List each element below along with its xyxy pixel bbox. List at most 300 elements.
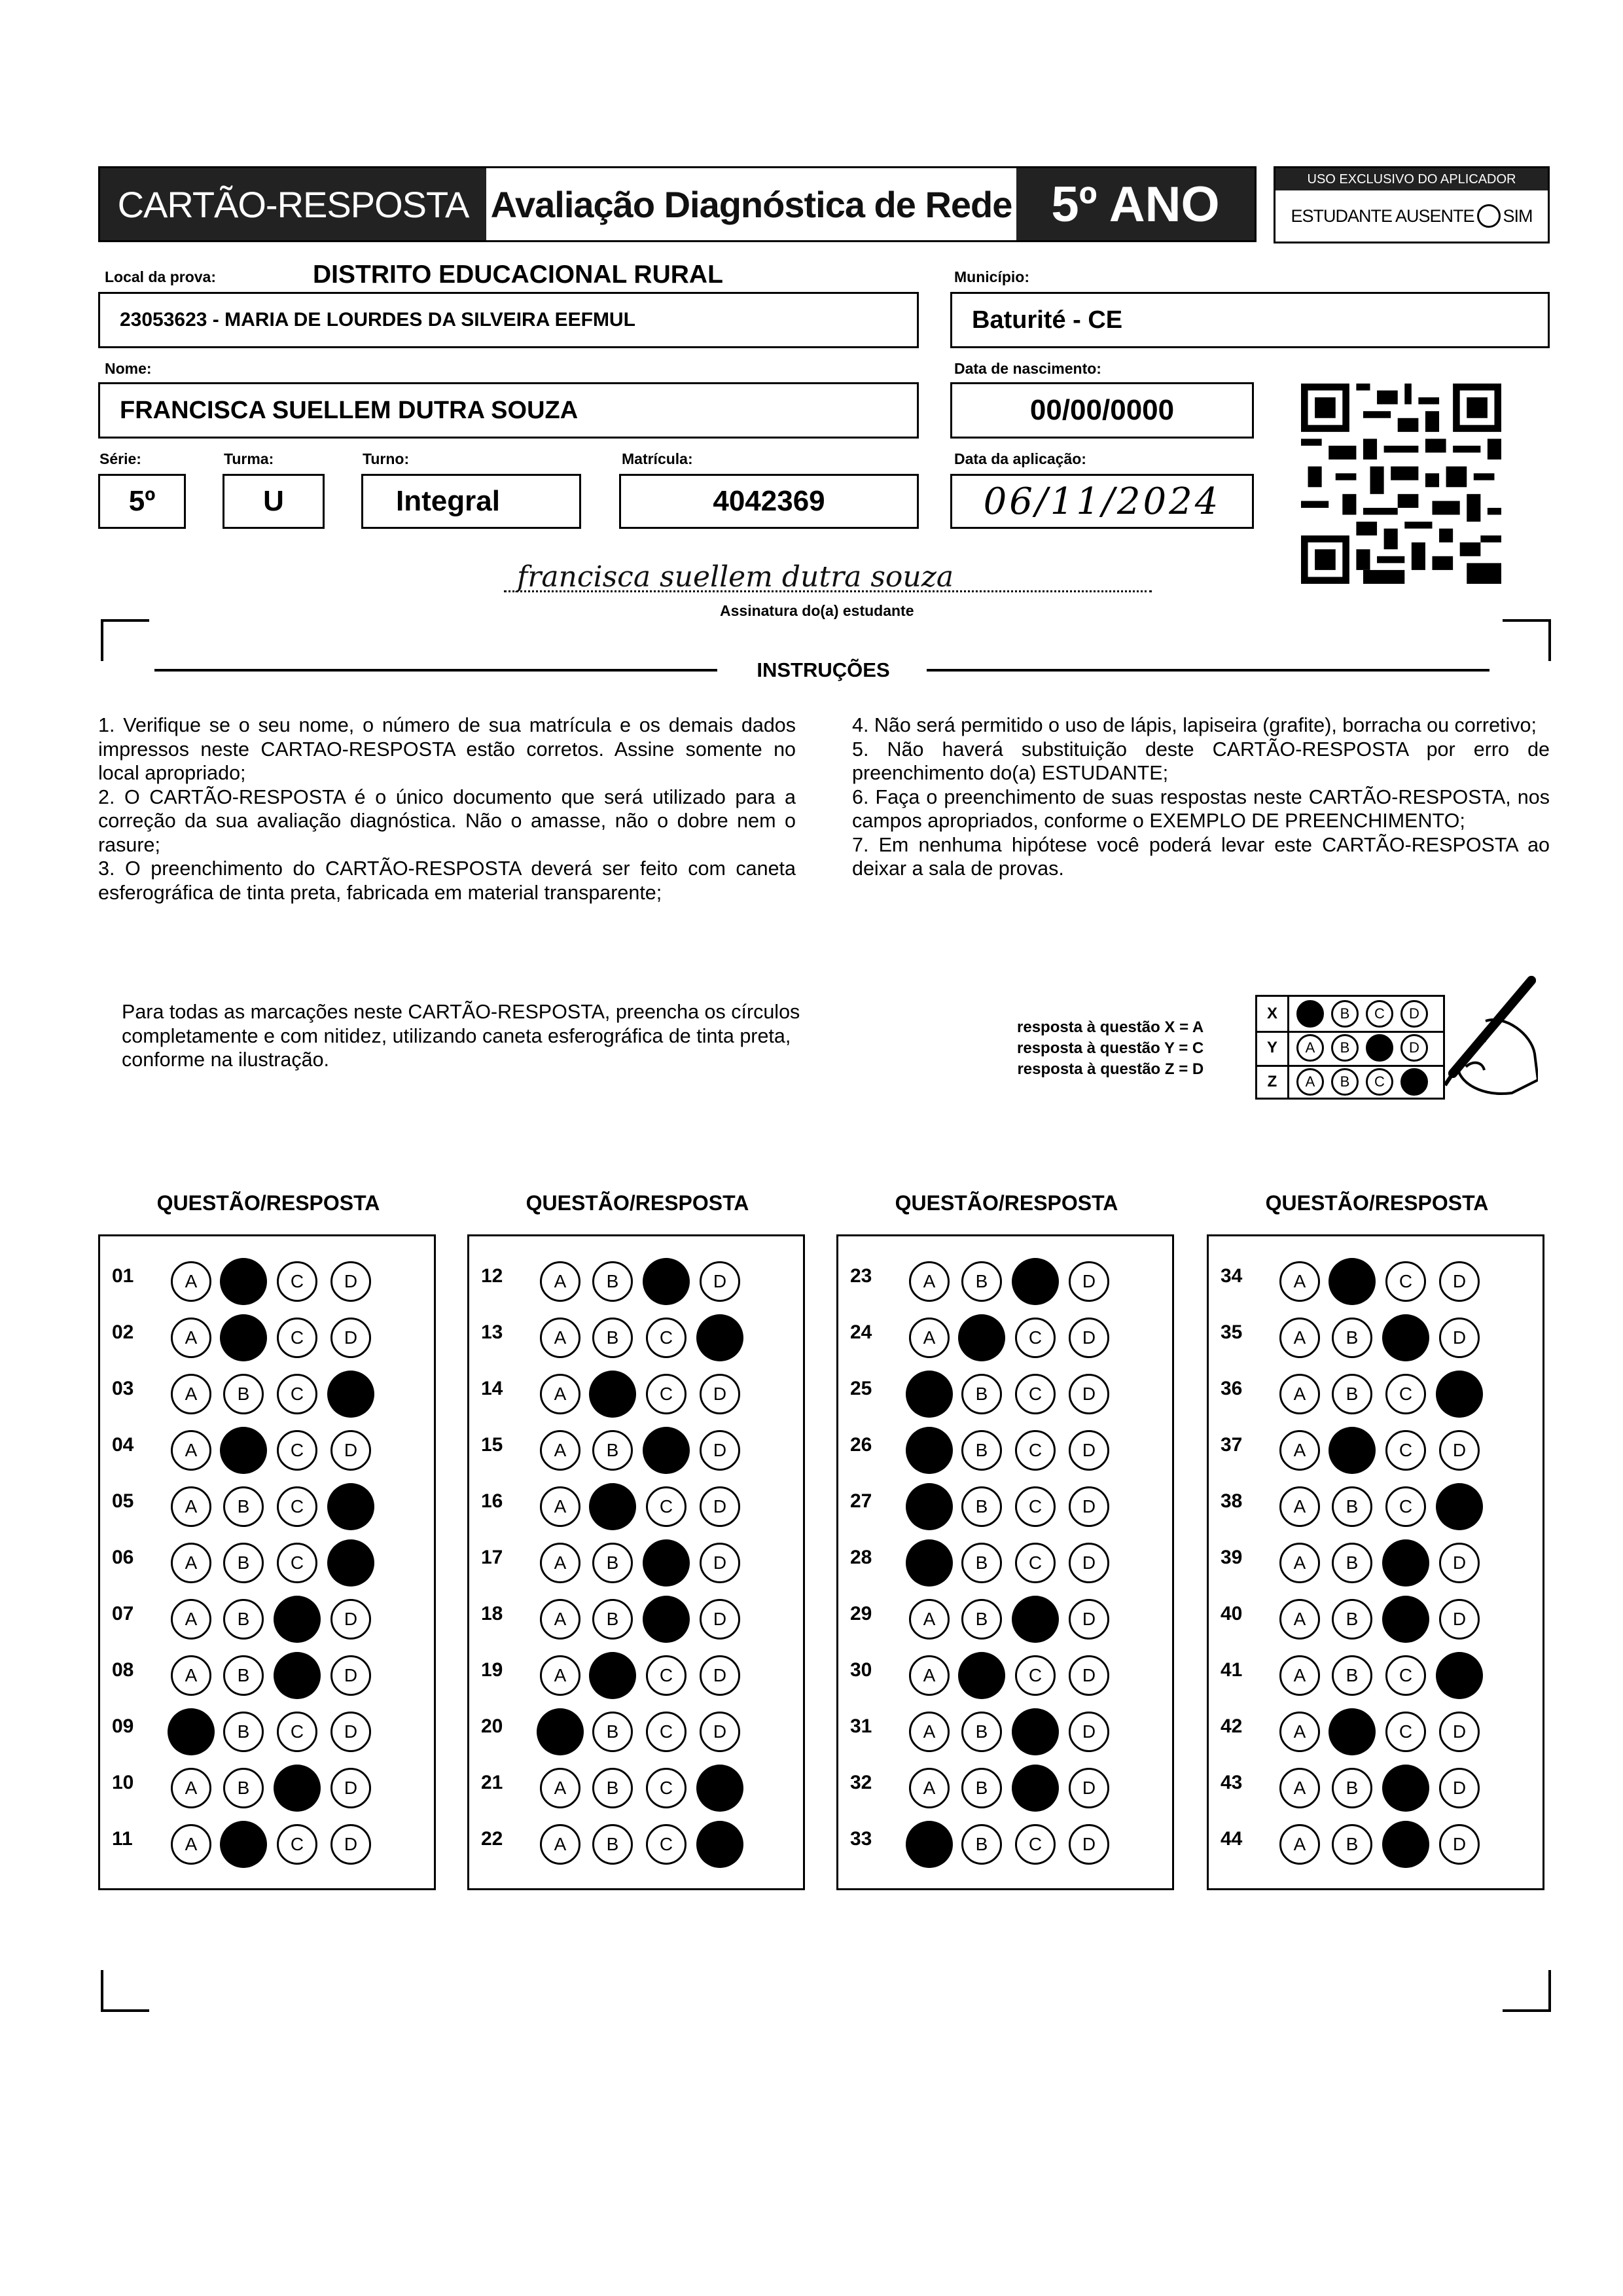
answer-bubble-c[interactable]: C	[277, 1543, 317, 1583]
example-bubble: D	[1400, 1034, 1428, 1062]
answer-bubble-c[interactable]: C	[1015, 1430, 1056, 1471]
answer-bubble-b[interactable]	[220, 1314, 267, 1361]
instruction-7: 7. Em nenhuma hipótese você poderá levar este CARTÃO-RESPOSTA ao deixar a sala de provas.	[852, 833, 1550, 880]
question-row	[100, 1643, 434, 1700]
answer-bubble-a[interactable]	[168, 1708, 215, 1755]
answer-bubble-b[interactable]	[1329, 1708, 1376, 1755]
answer-bubble-c[interactable]	[1382, 1765, 1429, 1812]
instruction-4: 4. Não será permitido o uso de lápis, lapiseira (grafite), borracha ou corretivo;	[852, 714, 1537, 736]
answer-bubble-b[interactable]: B	[1332, 1655, 1372, 1696]
answer-bubble-b[interactable]: B	[592, 1430, 633, 1471]
answer-bubble-c[interactable]: C	[277, 1318, 317, 1358]
answer-bubble-d[interactable]: D	[1069, 1712, 1109, 1752]
question-row	[838, 1249, 1172, 1306]
question-number: 21	[481, 1772, 503, 1793]
question-number: 33	[850, 1828, 872, 1850]
answer-bubble-b[interactable]: B	[961, 1712, 1002, 1752]
question-number: 39	[1221, 1547, 1243, 1568]
header-bar	[98, 166, 1257, 242]
question-number: 32	[850, 1772, 872, 1793]
answer-bubble-b[interactable]: B	[961, 1374, 1002, 1414]
answer-bubble-a[interactable]: A	[540, 1768, 580, 1808]
question-number: 12	[481, 1265, 503, 1287]
answer-bubble-a[interactable]: A	[1279, 1768, 1320, 1808]
question-number: 30	[850, 1659, 872, 1681]
answer-bubble-c[interactable]: C	[1385, 1712, 1426, 1752]
example-bubble: B	[1331, 1000, 1359, 1028]
example-row-key: Y	[1257, 1031, 1289, 1065]
answer-bubble-c[interactable]: C	[1015, 1824, 1056, 1865]
example-legend	[1017, 1017, 1204, 1080]
answer-bubble-a[interactable]: A	[1279, 1712, 1320, 1752]
answer-bubble-d[interactable]: D	[700, 1655, 740, 1696]
question-row	[469, 1812, 803, 1869]
answer-bubble-c[interactable]: C	[1385, 1655, 1426, 1696]
question-row	[100, 1531, 434, 1587]
answer-bubble-d[interactable]	[327, 1371, 374, 1418]
corner-mark-bottom-right	[1503, 1970, 1551, 2012]
instructions-left	[98, 713, 796, 905]
signature-line	[504, 590, 1152, 592]
question-row	[469, 1643, 803, 1700]
answer-bubble-c[interactable]: C	[646, 1318, 687, 1358]
question-column	[467, 1234, 805, 1890]
question-row	[838, 1475, 1172, 1531]
answer-bubble-c[interactable]	[1012, 1258, 1059, 1305]
answer-bubble-c[interactable]	[643, 1258, 690, 1305]
answer-bubble-a[interactable]: A	[171, 1261, 211, 1302]
answer-bubble-d[interactable]: D	[1439, 1318, 1480, 1358]
name-value: FRANCISCA SUELLEM DUTRA SOUZA	[120, 396, 579, 424]
answer-bubble-a[interactable]: A	[1279, 1486, 1320, 1527]
answer-bubble-b[interactable]: B	[223, 1543, 264, 1583]
question-row	[469, 1418, 803, 1475]
question-number: 24	[850, 1321, 872, 1343]
answer-bubble-d[interactable]: D	[1069, 1543, 1109, 1583]
answer-bubble-d[interactable]: D	[1069, 1599, 1109, 1640]
answer-bubble-a[interactable]: A	[171, 1824, 211, 1865]
answer-bubble-b[interactable]: B	[592, 1543, 633, 1583]
answer-bubble-b[interactable]: B	[1332, 1486, 1372, 1527]
question-row	[469, 1306, 803, 1362]
question-row	[838, 1812, 1172, 1869]
answer-bubble-a[interactable]: A	[909, 1712, 950, 1752]
answer-bubble-a[interactable]: A	[171, 1543, 211, 1583]
example-legend-z: resposta à questão Z = D	[1017, 1060, 1204, 1078]
answer-bubble-b[interactable]: B	[1332, 1824, 1372, 1865]
answer-bubble-d[interactable]: D	[1439, 1824, 1480, 1865]
answer-bubble-d[interactable]: D	[330, 1655, 371, 1696]
answer-bubble-b[interactable]: B	[961, 1261, 1002, 1302]
question-row	[100, 1418, 434, 1475]
signature-label: Assinatura do(a) estudante	[720, 602, 914, 619]
instructions-rule-left	[154, 669, 717, 672]
example-bubble	[1366, 1034, 1393, 1062]
answer-bubble-c[interactable]: C	[646, 1655, 687, 1696]
answer-bubble-c[interactable]: C	[277, 1261, 317, 1302]
answer-bubble-c[interactable]	[643, 1539, 690, 1587]
answer-bubble-d[interactable]: D	[330, 1430, 371, 1471]
applicator-label: USO EXCLUSIVO DO APLICADOR	[1275, 168, 1548, 190]
question-row	[469, 1700, 803, 1756]
question-number: 31	[850, 1715, 872, 1737]
answer-bubble-b[interactable]: B	[1332, 1543, 1372, 1583]
answer-bubble-c[interactable]	[1382, 1539, 1429, 1587]
answer-bubble-d[interactable]: D	[330, 1599, 371, 1640]
question-column	[836, 1234, 1174, 1890]
answer-bubble-b[interactable]: B	[223, 1712, 264, 1752]
question-number: 11	[112, 1828, 133, 1850]
answer-bubble-a[interactable]	[906, 1539, 953, 1587]
answer-bubble-a[interactable]	[906, 1483, 953, 1530]
answer-bubble-d[interactable]: D	[700, 1486, 740, 1527]
answer-bubble-d[interactable]: D	[700, 1599, 740, 1640]
applicator-box	[1274, 166, 1550, 243]
answer-bubble-c[interactable]: C	[277, 1486, 317, 1527]
birthdate-value: 00/00/0000	[1029, 394, 1175, 426]
question-row	[469, 1587, 803, 1643]
answer-bubble-b[interactable]	[220, 1427, 267, 1474]
answer-bubble-b[interactable]: B	[223, 1599, 264, 1640]
application-date-label: Data da aplicação:	[954, 450, 1086, 467]
answer-bubble-a[interactable]: A	[540, 1543, 580, 1583]
turno-label: Turno:	[363, 450, 410, 467]
question-number: 16	[481, 1490, 503, 1512]
answer-bubble-c[interactable]: C	[1385, 1486, 1426, 1527]
answer-bubble-b[interactable]: B	[592, 1712, 633, 1752]
answer-bubble-c[interactable]	[274, 1596, 321, 1643]
answer-bubble-c[interactable]	[643, 1427, 690, 1474]
answer-bubble-b[interactable]	[1329, 1427, 1376, 1474]
answer-bubble-c[interactable]: C	[646, 1824, 687, 1865]
instructions-right	[852, 713, 1550, 881]
answer-bubble-a[interactable]: A	[1279, 1824, 1320, 1865]
question-number: 41	[1221, 1659, 1243, 1681]
answer-bubble-a[interactable]: A	[540, 1374, 580, 1414]
answer-bubble-c[interactable]	[1382, 1821, 1429, 1868]
answer-bubble-b[interactable]: B	[1332, 1599, 1372, 1640]
answer-bubble-c[interactable]: C	[1015, 1655, 1056, 1696]
answer-bubble-c[interactable]	[643, 1596, 690, 1643]
answer-bubble-c[interactable]	[1012, 1708, 1059, 1755]
answer-bubble-a[interactable]: A	[1279, 1318, 1320, 1358]
school-field	[98, 292, 919, 348]
answer-bubble-b[interactable]: B	[223, 1486, 264, 1527]
answer-bubble-c[interactable]: C	[646, 1768, 687, 1808]
question-row	[469, 1475, 803, 1531]
answer-bubble-a[interactable]: A	[1279, 1543, 1320, 1583]
answer-bubble-a[interactable]: A	[1279, 1261, 1320, 1302]
local-value: DISTRITO EDUCACIONAL RURAL	[313, 260, 723, 289]
answer-bubble-d[interactable]: D	[1439, 1712, 1480, 1752]
answer-bubble-d[interactable]	[696, 1821, 743, 1868]
question-number: 01	[112, 1265, 134, 1287]
instruction-5: 5. Não haverá substituição deste CARTÃO-RESPOSTA por erro de preenchimento do(a) ESTUDANTE;	[852, 738, 1550, 784]
answer-bubble-c[interactable]	[1012, 1596, 1059, 1643]
answer-bubble-a[interactable]: A	[171, 1599, 211, 1640]
answer-bubble-d[interactable]: D	[1439, 1768, 1480, 1808]
answer-bubble-c[interactable]: C	[646, 1712, 687, 1752]
answer-bubble-a[interactable]: A	[540, 1261, 580, 1302]
answer-bubble-c[interactable]: C	[646, 1486, 687, 1527]
answer-bubble-a[interactable]	[906, 1821, 953, 1868]
question-row	[100, 1249, 434, 1306]
question-row	[469, 1756, 803, 1812]
question-number: 34	[1221, 1265, 1243, 1287]
example-legend-y: resposta à questão Y = C	[1017, 1039, 1204, 1057]
answer-bubble-b[interactable]: B	[592, 1318, 633, 1358]
question-number: 20	[481, 1715, 503, 1737]
instruction-2: 2. O CARTÃO-RESPOSTA é o único documento que será utilizado para a correção da sua avaliação diagnóstica. Não o amasse, não o dobre nem o rasure;	[98, 785, 796, 856]
answer-bubble-c[interactable]: C	[1385, 1261, 1426, 1302]
answer-bubble-a[interactable]: A	[540, 1318, 580, 1358]
answer-bubble-d[interactable]: D	[700, 1543, 740, 1583]
answer-bubble-a[interactable]: A	[171, 1430, 211, 1471]
question-number: 44	[1221, 1828, 1243, 1850]
answer-bubble-d[interactable]	[327, 1539, 374, 1587]
matricula-value: 4042369	[713, 485, 825, 517]
answer-bubble-c[interactable]: C	[277, 1430, 317, 1471]
instruction-6: 6. Faça o preenchimento de suas respostas neste CARTÃO-RESPOSTA, nos campos apropriados, conforme o EXEMPLO DE PREENCHIMENTO;	[852, 785, 1550, 832]
question-row	[838, 1587, 1172, 1643]
answer-bubble-c[interactable]: C	[646, 1374, 687, 1414]
answer-bubble-a[interactable]: A	[909, 1768, 950, 1808]
answer-bubble-c[interactable]: C	[1015, 1318, 1056, 1358]
example-bubble: B	[1331, 1068, 1359, 1096]
question-row	[838, 1643, 1172, 1700]
question-row	[1209, 1475, 1543, 1531]
answer-bubble-c[interactable]: C	[277, 1712, 317, 1752]
answer-bubble-b[interactable]: B	[1332, 1374, 1372, 1414]
corner-mark-top-right	[1503, 619, 1551, 661]
answer-bubble-b[interactable]	[958, 1314, 1005, 1361]
answer-bubble-b[interactable]	[958, 1652, 1005, 1699]
question-row	[838, 1700, 1172, 1756]
answer-bubble-a[interactable]: A	[540, 1599, 580, 1640]
answer-bubble-d[interactable]: D	[330, 1768, 371, 1808]
answer-bubble-a[interactable]: A	[540, 1655, 580, 1696]
answer-bubble-a[interactable]: A	[1279, 1374, 1320, 1414]
example-text: Para todas as marcações neste CARTÃO-RESPOSTA, preencha os círculos completamente e com nitidez, utilizando caneta esferográfica de tinta preta, conforme na ilustração.	[122, 1001, 800, 1071]
answer-bubble-b[interactable]: B	[961, 1486, 1002, 1527]
answer-bubble-b[interactable]: B	[223, 1655, 264, 1696]
answer-bubble-b[interactable]: B	[592, 1599, 633, 1640]
answer-bubble-a[interactable]	[906, 1371, 953, 1418]
question-number: 42	[1221, 1715, 1243, 1737]
answer-bubble-b[interactable]: B	[223, 1374, 264, 1414]
question-number: 19	[481, 1659, 503, 1681]
answer-bubble-d[interactable]: D	[1439, 1430, 1480, 1471]
answer-bubble-d[interactable]: D	[700, 1374, 740, 1414]
answer-bubble-b[interactable]	[589, 1652, 636, 1699]
answer-bubble-c[interactable]	[1382, 1314, 1429, 1361]
answer-bubble-a[interactable]: A	[909, 1655, 950, 1696]
example-bubble: D	[1400, 1000, 1428, 1028]
answer-bubble-c[interactable]: C	[1385, 1430, 1426, 1471]
question-number: 37	[1221, 1434, 1243, 1456]
answer-bubble-a[interactable]	[537, 1708, 584, 1755]
answer-bubble-d[interactable]: D	[1069, 1824, 1109, 1865]
answer-bubble-d[interactable]: D	[330, 1712, 371, 1752]
corner-mark-bottom-left	[101, 1970, 149, 2012]
question-row	[100, 1306, 434, 1362]
answer-bubble-b[interactable]	[220, 1258, 267, 1305]
answer-bubble-c[interactable]: C	[1015, 1543, 1056, 1583]
instructions-rule-right	[927, 669, 1489, 672]
matricula-field	[619, 474, 919, 529]
turma-field	[223, 474, 325, 529]
answer-bubble-d[interactable]	[1436, 1371, 1483, 1418]
question-number: 02	[112, 1321, 134, 1343]
matricula-label: Matrícula:	[622, 450, 693, 467]
answer-bubble-d[interactable]: D	[700, 1430, 740, 1471]
question-row	[838, 1756, 1172, 1812]
answer-bubble-b[interactable]	[589, 1483, 636, 1530]
answer-bubble-a[interactable]: A	[540, 1486, 580, 1527]
answer-bubble-d[interactable]: D	[1069, 1318, 1109, 1358]
answer-bubble-d[interactable]: D	[1439, 1261, 1480, 1302]
answer-bubble-d[interactable]: D	[700, 1261, 740, 1302]
absent-yes-label: SIM	[1503, 206, 1533, 226]
answer-bubble-d[interactable]: D	[1069, 1655, 1109, 1696]
example-legend-x: resposta à questão X = A	[1017, 1018, 1204, 1036]
local-label: Local da prova:	[105, 268, 216, 285]
municipio-value: Baturité - CE	[972, 306, 1123, 334]
answer-bubble-b[interactable]: B	[961, 1824, 1002, 1865]
question-row	[100, 1756, 434, 1812]
answer-bubble-a[interactable]: A	[1279, 1599, 1320, 1640]
answer-bubble-c[interactable]: C	[1015, 1486, 1056, 1527]
answer-bubble-d[interactable]: D	[330, 1318, 371, 1358]
question-number: 06	[112, 1547, 134, 1568]
exam-title: Avaliação Diagnóstica de Rede	[486, 168, 1016, 240]
absent-checkbox[interactable]	[1477, 204, 1501, 228]
answer-bubble-a[interactable]: A	[540, 1430, 580, 1471]
question-number: 07	[112, 1603, 134, 1624]
question-number: 09	[112, 1715, 134, 1737]
answer-bubble-d[interactable]	[696, 1765, 743, 1812]
question-row	[838, 1306, 1172, 1362]
pen-hand-icon	[1407, 975, 1538, 1106]
answer-bubble-a[interactable]	[906, 1427, 953, 1474]
instructions-title: INSTRUÇÕES	[757, 658, 890, 681]
answer-bubble-d[interactable]: D	[700, 1712, 740, 1752]
question-row	[1209, 1249, 1543, 1306]
answer-bubble-b[interactable]	[589, 1371, 636, 1418]
serie-field	[98, 474, 186, 529]
question-row	[1209, 1418, 1543, 1475]
question-number: 35	[1221, 1321, 1243, 1343]
question-number: 38	[1221, 1490, 1243, 1512]
answer-bubble-d[interactable]: D	[1069, 1261, 1109, 1302]
question-number: 15	[481, 1434, 503, 1456]
question-number: 27	[850, 1490, 872, 1512]
question-row	[100, 1475, 434, 1531]
answer-bubble-b[interactable]: B	[961, 1430, 1002, 1471]
answer-bubble-d[interactable]	[1436, 1483, 1483, 1530]
question-column-header: QUESTÃO/RESPOSTA	[156, 1191, 380, 1215]
application-date-field	[950, 474, 1254, 529]
answer-bubble-d[interactable]: D	[1069, 1374, 1109, 1414]
question-row	[838, 1531, 1172, 1587]
answer-bubble-c[interactable]: C	[1385, 1374, 1426, 1414]
municipio-field	[950, 292, 1550, 348]
student-signature: francisca suellem dutra souza	[517, 560, 954, 594]
answer-bubble-a[interactable]: A	[909, 1261, 950, 1302]
question-row	[1209, 1587, 1543, 1643]
answer-bubble-b[interactable]: B	[1332, 1768, 1372, 1808]
serie-label: Série:	[99, 450, 141, 467]
answer-bubble-b[interactable]: B	[592, 1824, 633, 1865]
answer-bubble-d[interactable]	[327, 1483, 374, 1530]
answer-bubble-b[interactable]: B	[223, 1768, 264, 1808]
answer-bubble-a[interactable]: A	[171, 1486, 211, 1527]
answer-bubble-a[interactable]: A	[171, 1374, 211, 1414]
answer-bubble-c[interactable]: C	[277, 1824, 317, 1865]
answer-bubble-a[interactable]: A	[909, 1599, 950, 1640]
answer-bubble-a[interactable]: A	[540, 1824, 580, 1865]
question-row	[1209, 1756, 1543, 1812]
answer-bubble-d[interactable]: D	[1069, 1768, 1109, 1808]
answer-bubble-d[interactable]: D	[330, 1824, 371, 1865]
answer-bubble-d[interactable]: D	[1439, 1543, 1480, 1583]
answer-bubble-d[interactable]: D	[1069, 1486, 1109, 1527]
question-row	[469, 1362, 803, 1418]
example-bubble: A	[1296, 1034, 1324, 1062]
answer-bubble-d[interactable]: D	[1069, 1430, 1109, 1471]
question-number: 40	[1221, 1603, 1243, 1624]
question-number: 10	[112, 1772, 134, 1793]
answer-bubble-d[interactable]: D	[1439, 1599, 1480, 1640]
answer-bubble-a[interactable]: A	[171, 1318, 211, 1358]
answer-bubble-d[interactable]	[696, 1314, 743, 1361]
answer-bubble-c[interactable]	[1382, 1596, 1429, 1643]
example-row-key: Z	[1257, 1065, 1289, 1099]
answer-bubble-c[interactable]	[274, 1652, 321, 1699]
answer-bubble-b[interactable]	[220, 1821, 267, 1868]
question-number: 25	[850, 1378, 872, 1399]
answer-bubble-a[interactable]: A	[909, 1318, 950, 1358]
answer-bubble-a[interactable]: A	[1279, 1655, 1320, 1696]
question-row	[838, 1362, 1172, 1418]
answer-bubble-a[interactable]: A	[1279, 1430, 1320, 1471]
qr-code-icon	[1301, 384, 1501, 584]
answer-bubble-c[interactable]: C	[277, 1374, 317, 1414]
answer-bubble-b[interactable]: B	[961, 1599, 1002, 1640]
serie-value: 5º	[128, 485, 156, 517]
answer-bubble-a[interactable]: A	[171, 1655, 211, 1696]
answer-bubble-d[interactable]: D	[330, 1261, 371, 1302]
school-value: 23053623 - MARIA DE LOURDES DA SILVEIRA EEFMUL	[120, 309, 635, 331]
answer-bubble-c[interactable]	[274, 1765, 321, 1812]
answer-bubble-c[interactable]	[1012, 1765, 1059, 1812]
answer-bubble-c[interactable]: C	[1015, 1374, 1056, 1414]
answer-bubble-a[interactable]: A	[171, 1768, 211, 1808]
answer-bubble-b[interactable]: B	[961, 1768, 1002, 1808]
answer-bubble-b[interactable]	[1329, 1258, 1376, 1305]
answer-bubble-b[interactable]: B	[592, 1768, 633, 1808]
answer-bubble-b[interactable]: B	[961, 1543, 1002, 1583]
absent-label: ESTUDANTE AUSENTE	[1291, 206, 1474, 226]
turno-value: Integral	[396, 485, 500, 517]
answer-bubble-b[interactable]: B	[1332, 1318, 1372, 1358]
example-bubble: C	[1366, 1068, 1393, 1096]
answer-bubble-d[interactable]	[1436, 1652, 1483, 1699]
application-date-value: 06/11/2024	[983, 480, 1221, 523]
answer-bubble-b[interactable]: B	[592, 1261, 633, 1302]
question-column-header: QUESTÃO/RESPOSTA	[1265, 1191, 1489, 1215]
question-number: 03	[112, 1378, 134, 1399]
